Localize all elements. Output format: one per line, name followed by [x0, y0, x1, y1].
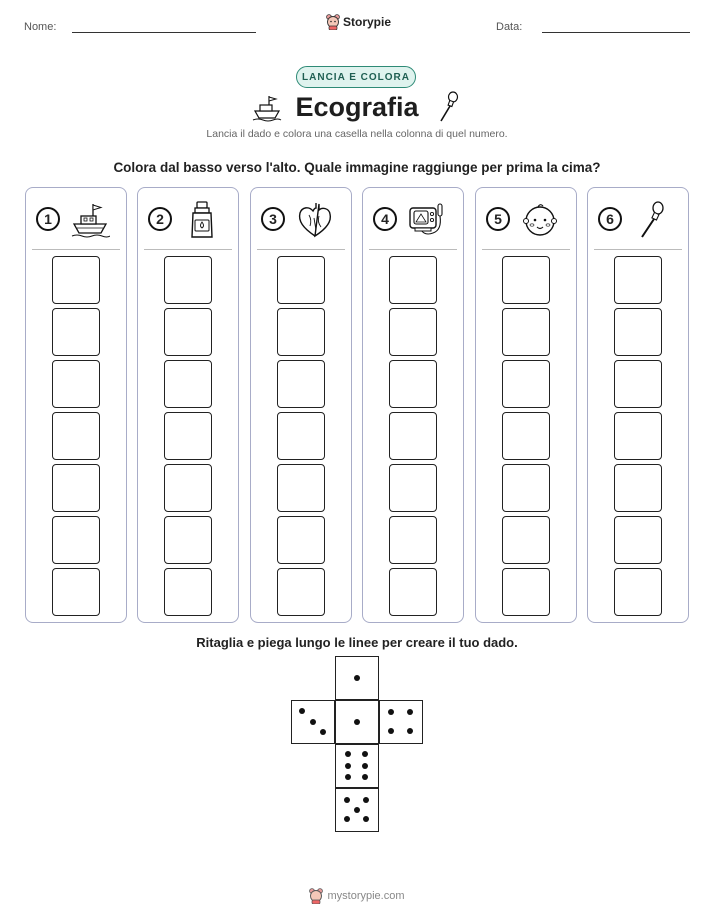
color-cell[interactable] — [502, 308, 550, 356]
color-cell[interactable] — [389, 464, 437, 512]
color-cell[interactable] — [277, 360, 325, 408]
color-cell[interactable] — [502, 516, 550, 564]
color-cell[interactable] — [502, 412, 550, 460]
dice-pip — [344, 797, 350, 803]
column-2 — [137, 187, 239, 623]
color-cell[interactable] — [277, 256, 325, 304]
color-cell[interactable] — [614, 308, 662, 356]
baby-face-icon — [520, 200, 560, 240]
dice-face-6 — [335, 744, 379, 788]
column-number: 4 — [373, 207, 397, 231]
color-cell[interactable] — [164, 412, 212, 460]
column-divider — [482, 249, 570, 250]
dice-face-1 — [335, 656, 379, 700]
page-title: Ecografia — [295, 92, 419, 122]
color-cell[interactable] — [164, 516, 212, 564]
column-5 — [475, 187, 577, 623]
dice-face-1 — [335, 700, 379, 744]
dice-pip — [362, 774, 368, 780]
column-number: 2 — [148, 207, 172, 231]
dice-pip — [320, 729, 326, 735]
dice-pip — [345, 763, 351, 769]
dice-face-5 — [335, 788, 379, 832]
column-1 — [25, 187, 127, 623]
footer — [0, 888, 714, 904]
color-cell[interactable] — [52, 568, 100, 616]
column-divider — [32, 249, 120, 250]
dice-pip — [388, 728, 394, 734]
date-label: Data: — [496, 21, 523, 33]
dice-pip — [310, 719, 316, 725]
subtitle: Lancia il dado e colora una casella nella colonna di quel numero. — [206, 128, 508, 140]
name-label: Nome: — [24, 21, 57, 33]
color-cell[interactable] — [389, 360, 437, 408]
color-cell[interactable] — [614, 412, 662, 460]
dice-pip — [407, 728, 413, 734]
date-line[interactable] — [542, 32, 690, 33]
logo-text: Storypie — [343, 15, 392, 29]
column-number: 5 — [486, 207, 510, 231]
gel-bottle-icon — [182, 200, 222, 240]
color-cell[interactable] — [389, 308, 437, 356]
ultrasound-machine-icon — [407, 200, 447, 240]
color-cell[interactable] — [389, 516, 437, 564]
column-divider — [369, 249, 457, 250]
color-cell[interactable] — [614, 464, 662, 512]
color-cell[interactable] — [277, 464, 325, 512]
color-cell[interactable] — [614, 256, 662, 304]
color-cell[interactable] — [164, 308, 212, 356]
dice-pip — [407, 709, 413, 715]
color-cell[interactable] — [614, 360, 662, 408]
column-divider — [144, 249, 232, 250]
column-divider — [257, 249, 345, 250]
dice-pip — [362, 763, 368, 769]
dice-pip — [345, 774, 351, 780]
ultrasound-probe-icon — [436, 91, 460, 123]
dice-face-4 — [379, 700, 423, 744]
instruction: Colora dal basso verso l'alto. Quale immagine raggiunge per prima la cima? — [113, 160, 601, 175]
color-cell[interactable] — [614, 516, 662, 564]
dice-pip — [362, 751, 368, 757]
color-cell[interactable] — [52, 412, 100, 460]
color-cell[interactable] — [614, 568, 662, 616]
color-cell[interactable] — [389, 568, 437, 616]
column-divider — [594, 249, 682, 250]
dice-face-3 — [291, 700, 335, 744]
bear-logo-icon — [326, 14, 340, 30]
color-cell[interactable] — [389, 412, 437, 460]
color-cell[interactable] — [52, 360, 100, 408]
dice-pip — [354, 807, 360, 813]
dice-instruction: Ritaglia e piega lungo le linee per creare il tuo dado. — [196, 635, 518, 650]
footer-url[interactable]: mystorypie.com — [327, 890, 405, 902]
name-line[interactable] — [72, 32, 256, 33]
color-cell[interactable] — [52, 256, 100, 304]
dice-pip — [363, 816, 369, 822]
color-cell[interactable] — [277, 412, 325, 460]
column-number: 1 — [36, 207, 60, 231]
dice-pip — [345, 751, 351, 757]
color-cell[interactable] — [52, 464, 100, 512]
logo — [326, 14, 391, 30]
color-cell[interactable] — [164, 360, 212, 408]
color-cell[interactable] — [164, 256, 212, 304]
dice-pip — [388, 709, 394, 715]
color-cell[interactable] — [502, 568, 550, 616]
color-cell[interactable] — [389, 256, 437, 304]
column-number: 3 — [261, 207, 285, 231]
color-cell[interactable] — [52, 516, 100, 564]
column-number: 6 — [598, 207, 622, 231]
color-cell[interactable] — [502, 360, 550, 408]
dice-pip — [354, 719, 360, 725]
color-cell[interactable] — [277, 516, 325, 564]
color-cell[interactable] — [164, 568, 212, 616]
color-cell[interactable] — [502, 464, 550, 512]
color-cell[interactable] — [164, 464, 212, 512]
toy-boat-icon — [70, 200, 110, 240]
column-4 — [362, 187, 464, 623]
dice-pip — [299, 708, 305, 714]
color-cell[interactable] — [277, 308, 325, 356]
ultrasound-probe-icon — [632, 200, 672, 240]
color-cell[interactable] — [52, 308, 100, 356]
dice-pip — [354, 675, 360, 681]
heart-icon — [295, 200, 335, 240]
column-3 — [250, 187, 352, 623]
dice-pip — [344, 816, 350, 822]
dice-pip — [363, 797, 369, 803]
color-cell[interactable] — [502, 256, 550, 304]
bear-logo-icon — [309, 888, 323, 904]
activity-badge: LANCIA E COLORA — [296, 66, 416, 88]
color-cell[interactable] — [277, 568, 325, 616]
column-6 — [587, 187, 689, 623]
